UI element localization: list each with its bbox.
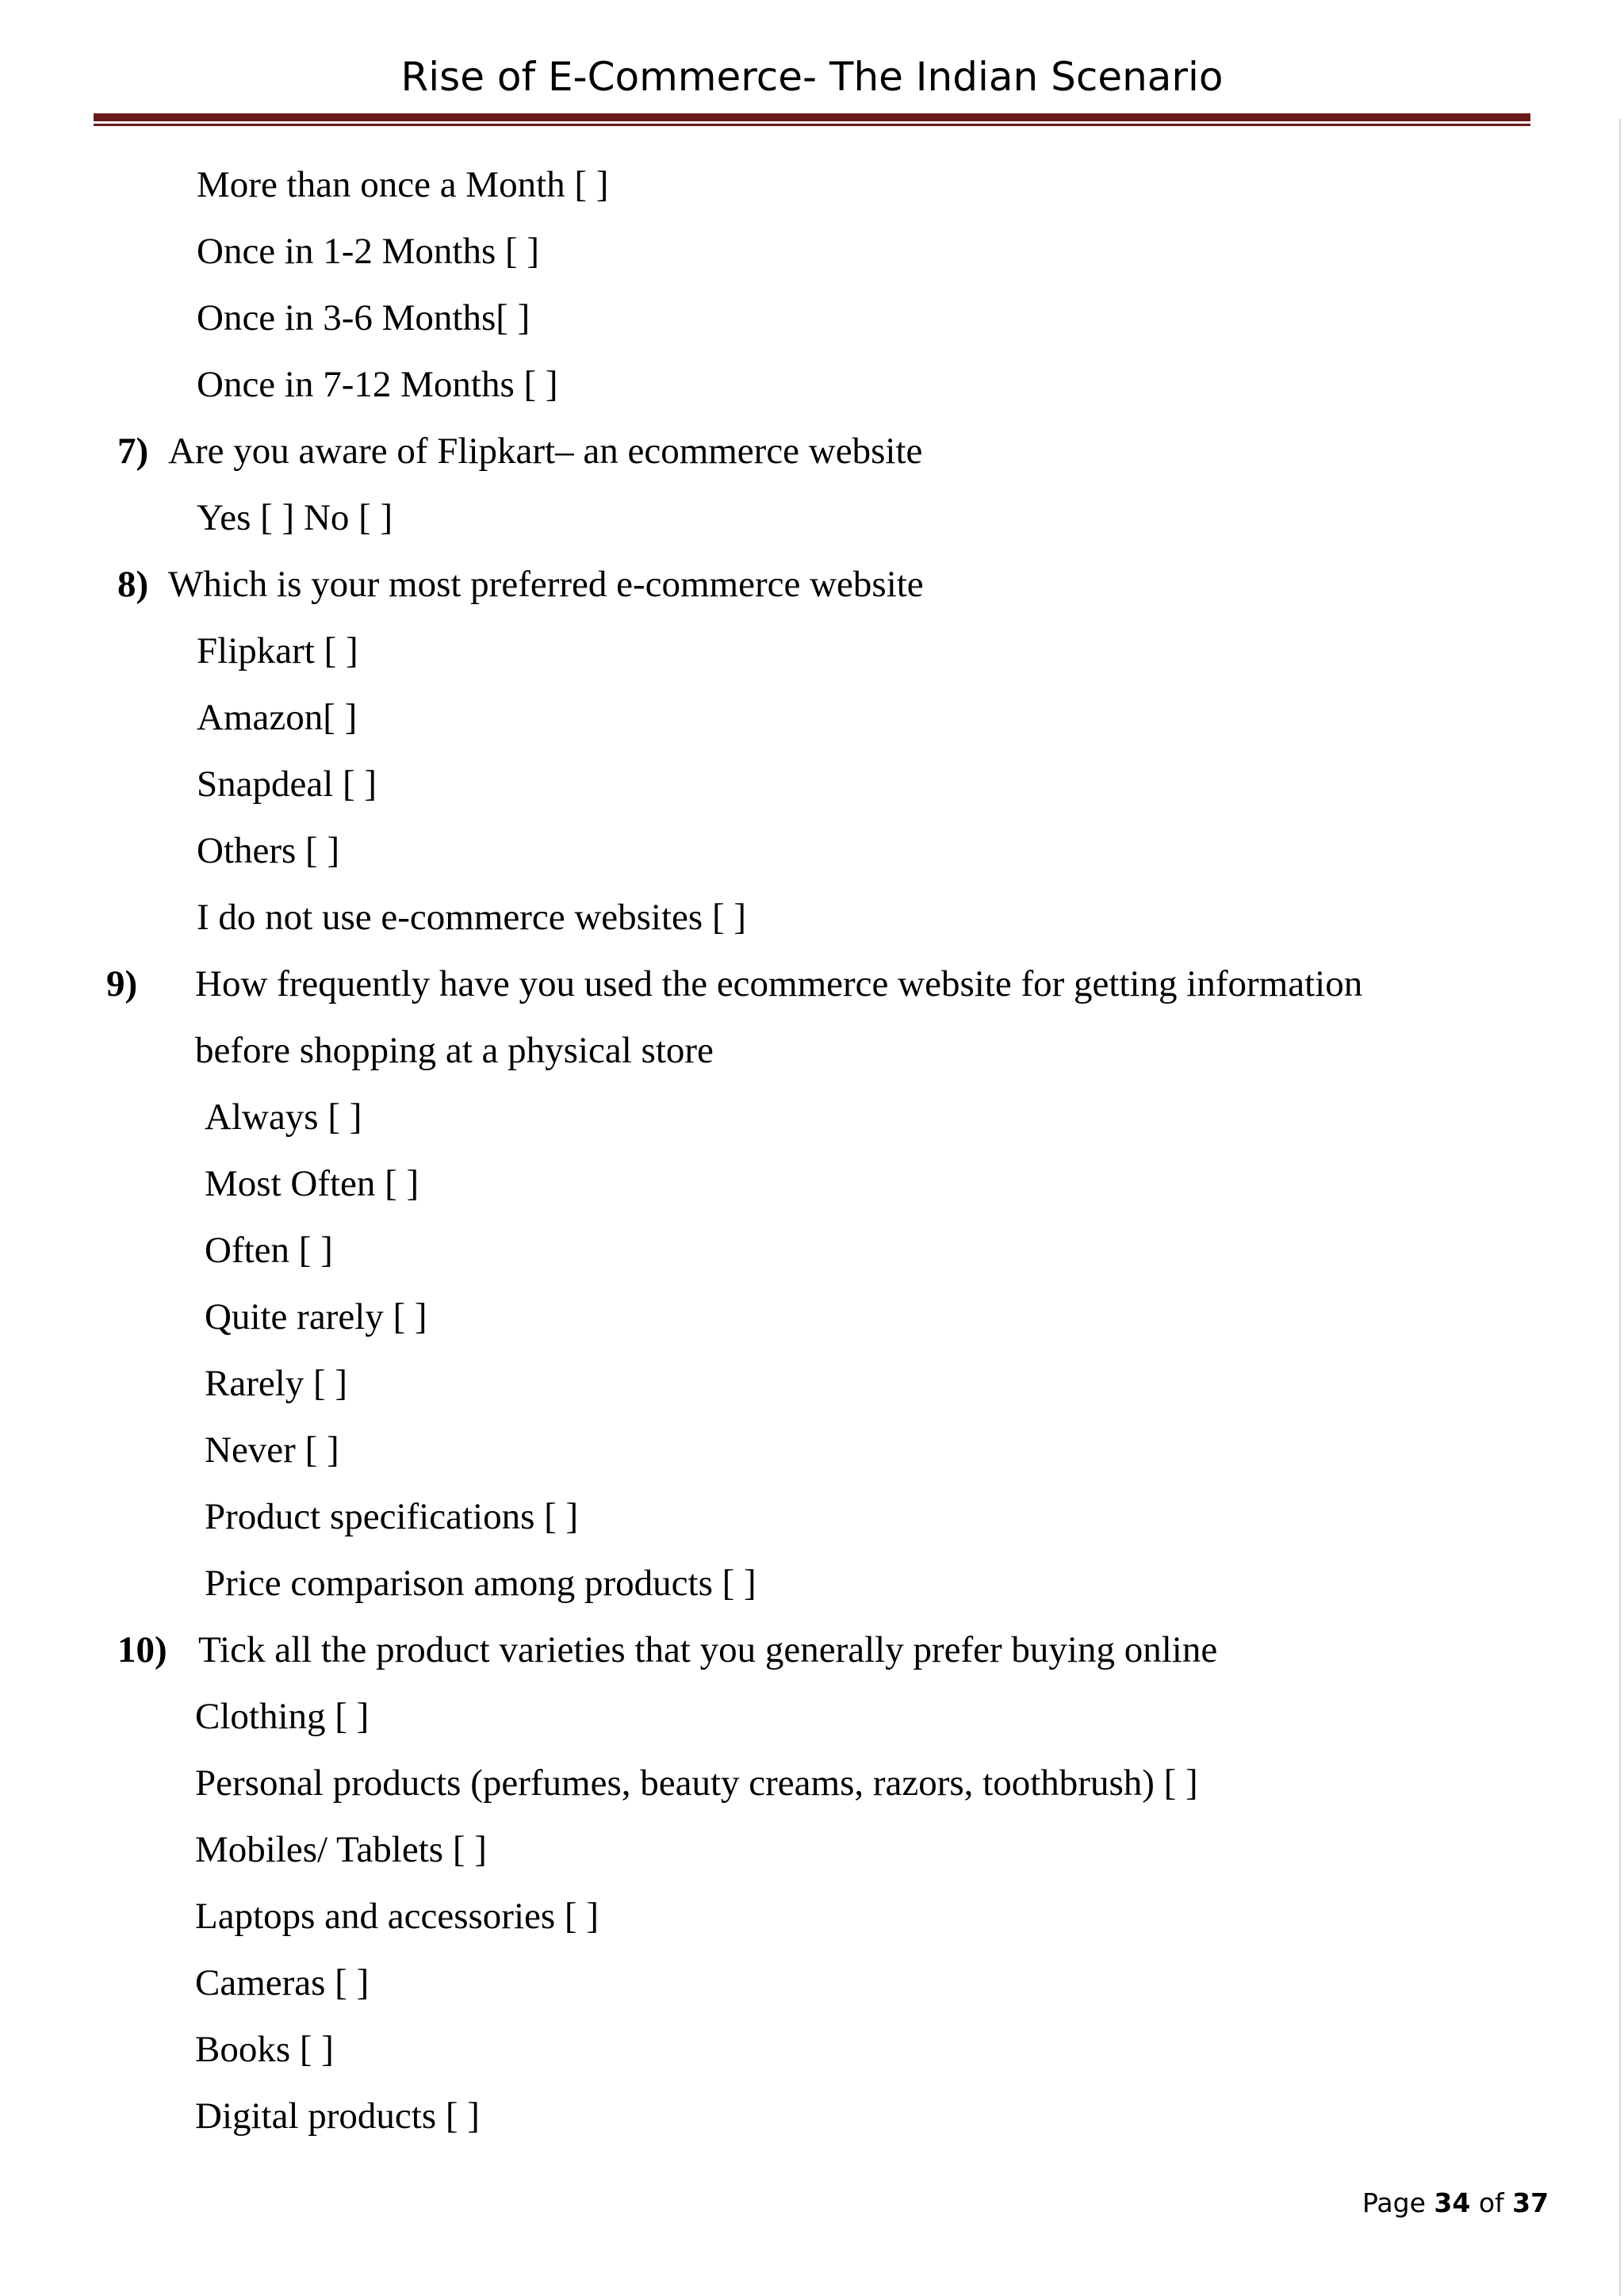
- q9-number: 9): [106, 963, 138, 1004]
- q10-number: 10): [117, 1629, 167, 1670]
- q8-option: Flipkart [ ]: [197, 630, 358, 672]
- q8-option: Others [ ]: [197, 830, 340, 871]
- q6-option: Once in 3-6 Months[ ]: [197, 297, 530, 339]
- q10-option: Personal products (perfumes, beauty creams, razors, toothbrush) [ ]: [195, 1762, 1198, 1804]
- q9-text-line2: before shopping at a physical store: [195, 1030, 714, 1071]
- q10-text: Tick all the product varieties that you generally prefer buying online: [198, 1629, 1218, 1670]
- q8-option: Amazon[ ]: [197, 697, 358, 738]
- q6-option: More than once a Month [ ]: [197, 164, 609, 205]
- q10-option: Mobiles/ Tablets [ ]: [195, 1829, 487, 1870]
- q8-number: 8): [117, 564, 149, 605]
- q10-option: Laptops and accessories [ ]: [195, 1896, 599, 1937]
- q10-option: Digital products [ ]: [195, 2095, 480, 2137]
- q10-option: Clothing [ ]: [195, 1696, 370, 1737]
- q9-option: Often [ ]: [205, 1230, 333, 1271]
- q10-option: Books [ ]: [195, 2029, 334, 2070]
- q9-option: Rarely [ ]: [205, 1363, 348, 1404]
- q10-option: Cameras [ ]: [195, 1962, 370, 2003]
- q7-text: Are you aware of Flipkart– an ecommerce website: [168, 430, 923, 472]
- q7-option: Yes [ ] No [ ]: [197, 497, 393, 538]
- q9-option: Always [ ]: [205, 1096, 362, 1138]
- q7-number: 7): [117, 430, 149, 472]
- header-rule-thick: [94, 113, 1530, 121]
- q6-option: Once in 1-2 Months [ ]: [197, 231, 540, 272]
- page-edge-line: [1619, 119, 1621, 2296]
- footer-page-number: 34: [1434, 2187, 1471, 2218]
- q8-text: Which is your most preferred e-commerce website: [168, 564, 924, 605]
- q8-option: I do not use e-commerce websites [ ]: [197, 897, 746, 938]
- q9-text-line1: How frequently have you used the ecommerce website for getting information: [195, 963, 1363, 1004]
- header-rule-thin: [94, 124, 1530, 126]
- q9-option: Never [ ]: [205, 1429, 339, 1471]
- footer-of-label: of: [1478, 2187, 1504, 2218]
- footer-page-label: Page: [1362, 2187, 1426, 2218]
- q6-option: Once in 7-12 Months [ ]: [197, 364, 558, 405]
- q9-option: Quite rarely [ ]: [205, 1296, 427, 1337]
- q8-option: Snapdeal [ ]: [197, 763, 377, 805]
- q9-option: Most Often [ ]: [205, 1163, 419, 1204]
- footer-total-pages: 37: [1512, 2187, 1549, 2218]
- q9-option: Price comparison among products [ ]: [205, 1563, 756, 1604]
- q9-option: Product specifications [ ]: [205, 1496, 579, 1537]
- page-footer: [1362, 2187, 1549, 2218]
- page-header-title: Rise of E-Commerce- The Indian Scenario: [400, 54, 1224, 100]
